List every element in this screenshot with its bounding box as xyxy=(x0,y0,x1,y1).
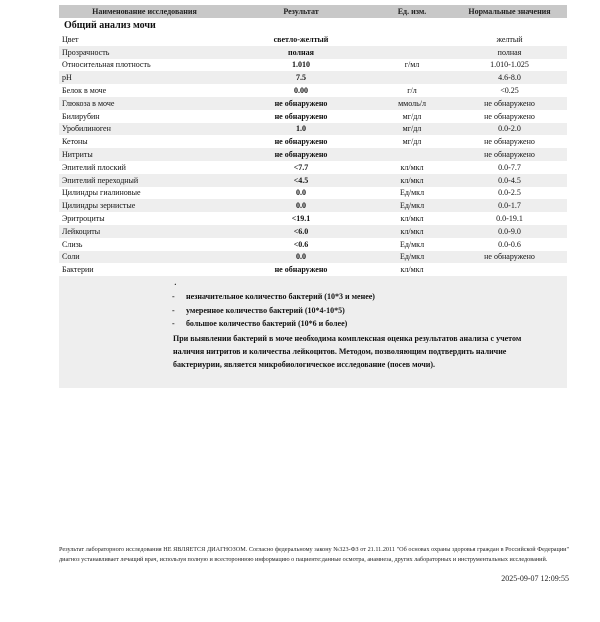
cell-unit: кл/мкл xyxy=(400,226,424,236)
results-table xyxy=(59,5,567,388)
cell-result: 0.0 xyxy=(296,201,306,211)
cell-normal: 4.6-8.0 xyxy=(498,73,521,83)
header-unit: Ед. изм. xyxy=(397,7,427,16)
cell-name: Глюкоза в моче xyxy=(62,98,115,108)
cell-unit: ммоль/л xyxy=(398,98,426,108)
table-row xyxy=(59,238,567,251)
cell-result: не обнаружено xyxy=(274,150,328,160)
cell-unit: мг/дл xyxy=(402,137,422,147)
cell-normal: не обнаружено xyxy=(484,137,535,147)
table-row xyxy=(59,46,567,59)
bullet-mark: - xyxy=(172,319,175,329)
cell-name: Цилиндры гиалиновые xyxy=(62,188,141,198)
cell-normal: 0.0-1.7 xyxy=(498,201,521,211)
table-row xyxy=(59,71,567,84)
cell-name: Белок в моче xyxy=(62,86,107,96)
cell-result: <7.7 xyxy=(293,162,309,172)
table-row xyxy=(59,148,567,161)
cell-result: не обнаружено xyxy=(274,111,328,121)
note-dot: · xyxy=(174,280,177,290)
cell-name: pH xyxy=(62,73,72,83)
cell-name: Эритроциты xyxy=(62,214,105,224)
cell-name: Бактерии xyxy=(62,265,94,275)
cell-normal: 1.010-1.025 xyxy=(490,60,529,70)
cell-result: полная xyxy=(288,47,314,57)
disclaimer-text: Результат лабораторного исследования НЕ ЯВЛЯЕТСЯ ДИАГНОЗОМ. Согласно федеральному закону №323-ФЗ от 21.11.2011 "Об основах охраны здоровья граждан в Российской Федерации" диагноз устанавливает лечащий врач, используя полную и всестороннюю информацию о пациенте:данные осмотра, анамнеза, других лабораторных и инструментальных исследований. xyxy=(59,546,569,563)
table-row xyxy=(59,59,567,72)
cell-normal: 0.0-7.7 xyxy=(498,162,521,172)
table-row xyxy=(59,199,567,212)
cell-result: <6.0 xyxy=(293,226,309,236)
table-row xyxy=(59,110,567,123)
cell-name: Эпителий плоский xyxy=(62,162,126,172)
cell-unit: г/мл xyxy=(404,60,420,70)
cell-normal: 0.0-19.1 xyxy=(496,214,523,224)
cell-normal: не обнаружено xyxy=(484,98,535,108)
cell-name: Эпителий переходный xyxy=(62,175,139,185)
cell-normal: не обнаружено xyxy=(484,252,535,262)
cell-normal: не обнаружено xyxy=(484,111,535,121)
note-paragraph: При выявлении бактерий в моче необходима комплексная оценка результатов анализа с учетом наличия нитритов и количества лейкоцитов. Методом, позволяющим подтвердить наличие бактериурии, является микробиологическое исследование (посев мочи). xyxy=(173,334,522,370)
cell-result: не обнаружено xyxy=(274,98,328,108)
cell-name: Цилиндры зернистые xyxy=(62,201,136,211)
cell-normal: 0.0-2.5 xyxy=(498,188,521,198)
table-row xyxy=(59,84,567,97)
cell-normal: желтый xyxy=(496,34,523,44)
table-row xyxy=(59,135,567,148)
cell-result: 7.5 xyxy=(296,73,306,83)
cell-name: Нитриты xyxy=(62,150,93,160)
note-bullet xyxy=(172,304,375,318)
cell-result: <4.5 xyxy=(293,175,309,185)
cell-result: не обнаружено xyxy=(274,265,328,275)
table-row xyxy=(59,97,567,110)
cell-name: Кетоны xyxy=(62,137,88,147)
cell-normal: полная xyxy=(497,47,522,57)
table-header xyxy=(59,5,567,18)
cell-normal: 0.0-9.0 xyxy=(498,226,521,236)
cell-unit: мг/дл xyxy=(402,111,422,121)
table-row xyxy=(59,174,567,187)
bullet-mark: - xyxy=(172,305,175,315)
cell-result: светло-желтый xyxy=(273,34,329,44)
table-row xyxy=(59,33,567,46)
cell-result: <19.1 xyxy=(291,214,311,224)
cell-result: <0.6 xyxy=(293,239,309,249)
cell-normal: 0.0-0.6 xyxy=(498,239,521,249)
table-row xyxy=(59,161,567,174)
cell-unit: кл/мкл xyxy=(400,175,424,185)
cell-unit: Ед/мкл xyxy=(399,201,425,211)
cell-result: 0.0 xyxy=(296,252,306,262)
cell-name: Цвет xyxy=(62,34,79,44)
cell-result: 1.010 xyxy=(292,60,310,70)
bullet-text: умеренное количество бактерий (10*4-10*5) xyxy=(186,305,345,315)
cell-result: 0.00 xyxy=(294,86,308,96)
cell-unit: Ед/мкл xyxy=(399,239,425,249)
bullet-text: большое количество бактерий (10*6 и более) xyxy=(186,319,348,329)
bacteria-note xyxy=(59,276,567,388)
note-bullet xyxy=(172,290,375,304)
cell-normal: 0.0-2.0 xyxy=(498,124,521,134)
cell-unit: Ед/мкл xyxy=(399,188,425,198)
cell-unit: кл/мкл xyxy=(400,214,424,224)
bullet-mark: - xyxy=(172,292,175,302)
cell-name: Прозрачность xyxy=(62,47,110,57)
cell-name: Соли xyxy=(62,252,80,262)
cell-unit: мг/дл xyxy=(402,124,422,134)
header-result: Результат xyxy=(283,7,319,16)
table-row xyxy=(59,225,567,238)
bullet-text: незначительное количество бактерий (10*3 и менее) xyxy=(186,292,375,302)
cell-name: Относительная плотность xyxy=(62,60,151,70)
table-row xyxy=(59,263,567,276)
cell-name: Лейкоциты xyxy=(62,226,101,236)
header-normal: Нормальные значения xyxy=(468,7,551,16)
cell-result: 1.0 xyxy=(296,124,306,134)
table-row xyxy=(59,123,567,136)
cell-unit: кл/мкл xyxy=(400,162,424,172)
table-row xyxy=(59,212,567,225)
cell-normal: <0.25 xyxy=(500,86,519,96)
table-body xyxy=(59,33,567,276)
section-title: Общий анализ мочи xyxy=(64,20,156,31)
report-timestamp: 2025-09-07 12:09:55 xyxy=(501,574,569,583)
note-bullets xyxy=(172,290,375,331)
cell-name: Уробилиноген xyxy=(62,124,111,134)
cell-result: не обнаружено xyxy=(274,137,328,147)
cell-unit: г/л xyxy=(407,86,417,96)
header-name: Наименование исследования xyxy=(92,7,197,16)
cell-normal: 0.0-4.5 xyxy=(498,175,521,185)
cell-unit: Ед/мкл xyxy=(399,252,425,262)
table-row xyxy=(59,187,567,200)
cell-unit: кл/мкл xyxy=(400,265,424,275)
cell-result: 0.0 xyxy=(296,188,306,198)
table-row xyxy=(59,251,567,264)
note-bullet xyxy=(172,317,375,331)
cell-name: Билирубин xyxy=(62,111,100,121)
cell-name: Слизь xyxy=(62,239,83,249)
cell-normal: не обнаружено xyxy=(484,150,535,160)
